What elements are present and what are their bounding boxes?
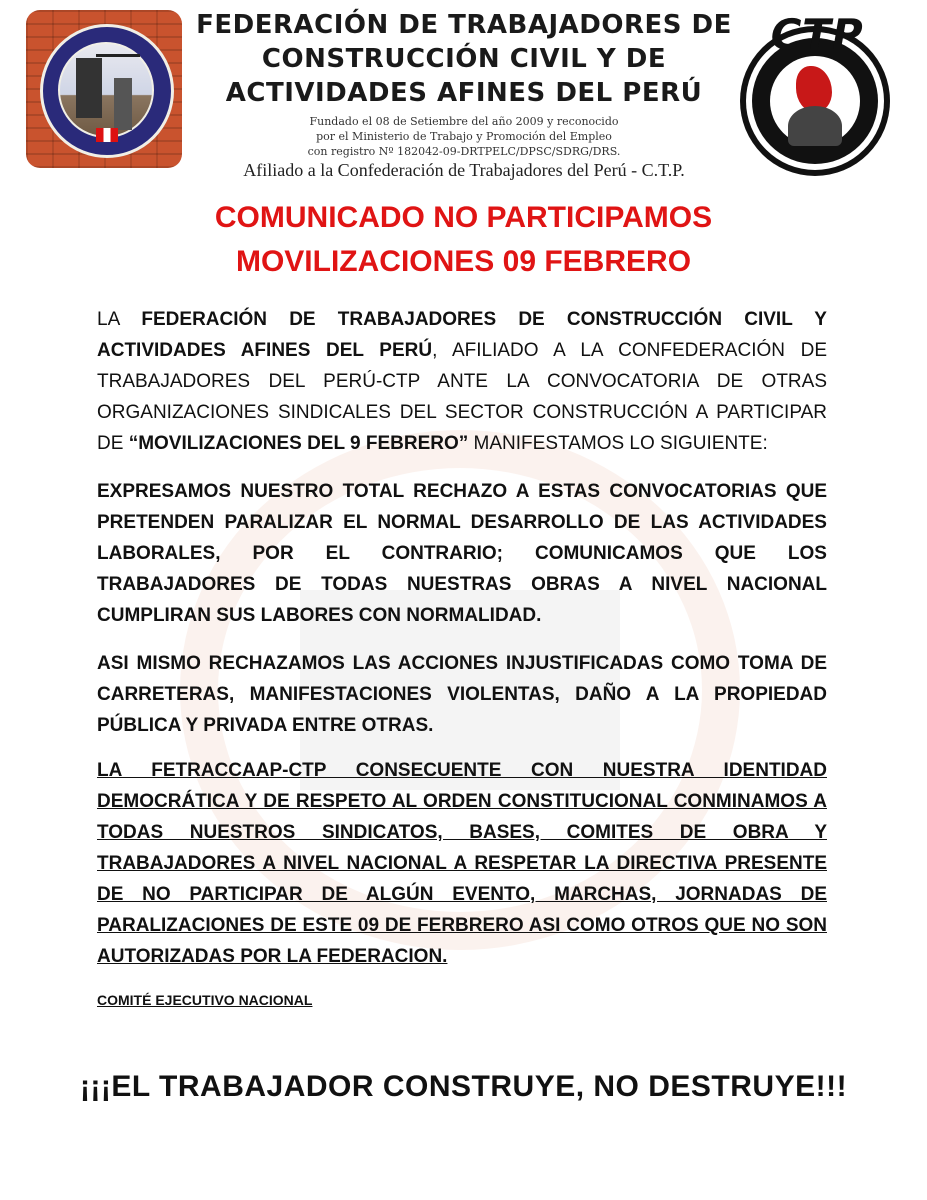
- federation-name: [190, 8, 738, 110]
- ctp-logo: [744, 10, 884, 168]
- slogan: ¡¡¡EL TRABAJADOR CONSTRUYE, NO DESTRUYE!!!: [79, 1070, 848, 1103]
- paragraph-actions: ASI MISMO RECHAZAMOS LAS ACCIONES INJUSTIFICADAS COMO TOMA DE CARRETERAS, MANIFESTACIONES VIOLENTAS, DAÑO A LA PROPIEDAD PÚBLICA Y PRIVADA ENTRE OTRAS.: [97, 653, 827, 736]
- paragraph-directive: LA FETRACCAAP-CTP CONSECUENTE CON NUESTRA IDENTIDAD DEMOCRÁTICA Y DE RESPETO AL ORDEN CONSTITUCIONAL CONMINAMOS A TODAS NUESTROS SINDICATOS, BASES, COMITES DE OBRA Y TRABAJADORES A NIVEL NACIONAL A RESPETAR LA DIRECTIVA PRESENTE DE NO PARTICIPAR DE ALGÚN EVENTO, MARCHAS, JORNADAS DE PARALIZACIONES DE ESTE 09 DE FERBRERO ASI COMO OTROS QUE NO SON AUTORIZADAS POR LA FEDERACION.: [97, 760, 827, 967]
- federation-name-bold: FEDERACIÓN DE TRABAJADORES DE CONSTRUCCIÓN CIVIL Y ACTIVIDADES AFINES DEL PERÚ: [97, 309, 827, 361]
- event-name-bold: “MOVILIZACIONES DEL 9 FEBRERO”: [128, 433, 469, 454]
- founding-line: Fundado el 08 de Setiembre del año 2009 y reconocido: [309, 115, 619, 128]
- paragraph-rejection: EXPRESAMOS NUESTRO TOTAL RECHAZO A ESTAS CONVOCATORIAS QUE PRETENDEN PARALIZAR EL NORMAL DESARROLLO DE LAS ACTIVIDADES LABORALES, POR EL CONTRARIO; COMUNICAMOS QUE LOS TRABAJADORES DE TODAS NUESTRAS OBRAS A NIVEL NACIONAL CUMPLIRAN SUS LABORES CON NORMALIDAD.: [97, 481, 827, 626]
- federation-seal-logo: [26, 10, 182, 168]
- document-title: [100, 196, 827, 284]
- founding-line: por el Ministerio de Trabajo y Promoción del Empleo: [316, 130, 612, 143]
- founding-info: [190, 114, 738, 159]
- federation-name-line: CONSTRUCCIÓN CIVIL Y DE: [261, 44, 667, 74]
- peru-flag-icon: [96, 128, 118, 142]
- ctp-logo-text: CTP: [766, 10, 868, 59]
- signature-committee: COMITÉ EJECUTIVO NACIONAL: [97, 992, 313, 1008]
- worker-icon: [788, 106, 842, 146]
- title-line-1: COMUNICADO NO PARTICIPAMOS: [214, 201, 713, 234]
- title-line-2: MOVILIZACIONES 09 FEBRERO: [235, 245, 692, 278]
- federation-name-line: FEDERACIÓN DE TRABAJADORES DE: [196, 10, 732, 40]
- intro-text: LA: [97, 309, 142, 330]
- paragraph-intro: [97, 304, 827, 459]
- affiliation-line: Afiliado a la Confederación de Trabajadores del Perú - C.T.P.: [243, 160, 685, 180]
- federation-name-line: ACTIVIDADES AFINES DEL PERÚ: [225, 78, 703, 108]
- letterhead: [0, 0, 927, 190]
- intro-end-text: MANIFESTAMOS LO SIGUIENTE:: [468, 433, 768, 454]
- intro-middle-text: , AFILIADO A LA CONFEDERACIÓN DE TRABAJADORES DEL PERÚ-CTP ANTE LA CONVOCATORIA DE OTRAS ORGANIZACIONES SINDICALES DEL SECTOR CONSTRUCCIÓN A PARTICIPAR DE: [97, 340, 827, 454]
- founding-line: con registro Nº 182042-09-DRTPELC/DPSC/SDRG/DRS.: [307, 145, 621, 158]
